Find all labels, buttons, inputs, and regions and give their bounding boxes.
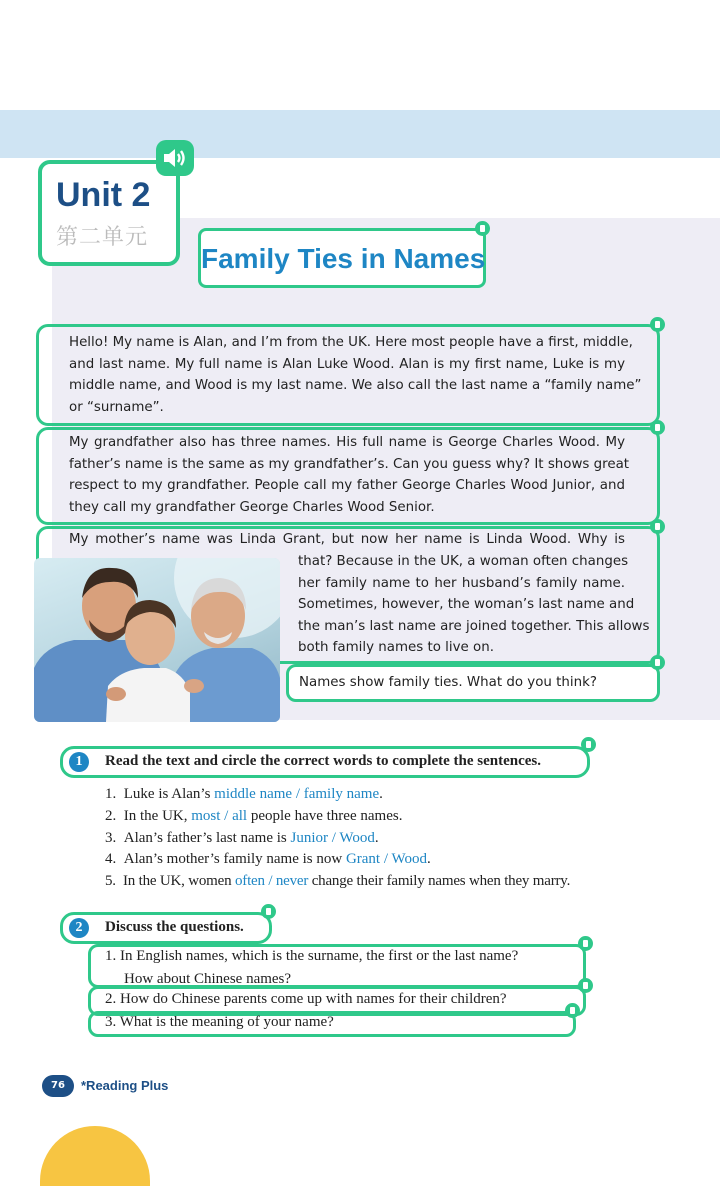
paragraph-1: [69, 332, 642, 418]
paragraph-3-first-line: [69, 529, 625, 551]
answer-choice[interactable]: Grant / Wood: [345, 851, 427, 868]
text-line: My mother’s name was Linda Grant, but now her name is Linda Wood. Why is: [69, 532, 625, 547]
exercise-number: 2: [69, 918, 89, 938]
paragraph-4: [299, 672, 597, 694]
answer-choice[interactable]: Junior / Wood: [290, 829, 375, 846]
text-line: and last name. My full name is Alan Luke Wood. Alan is my first name, Luke is my: [69, 356, 625, 372]
exercise-item: 1. Luke is Alan’s middle name / family name.: [105, 786, 383, 802]
answer-choice[interactable]: middle name / family name: [214, 786, 380, 802]
exercise-item: 5. In the UK, women often / never change their family names when they marry.: [105, 873, 571, 890]
exercise-1-list: [105, 784, 570, 893]
text-line: her family name to her husband’s family name.: [298, 575, 625, 591]
paragraph-2: [69, 432, 630, 518]
text-line: the man’s last name are joined together. This allows: [298, 618, 650, 634]
audio-icon[interactable]: [650, 519, 665, 534]
question-3: 3. What is the meaning of your name?: [105, 1014, 334, 1030]
lesson-title: Family Ties in Names: [201, 243, 486, 274]
unit-box: [38, 160, 180, 266]
text-line: they call my grandfather George Charles Wood Senior.: [69, 499, 435, 515]
unit-subtitle: 第二单元: [56, 225, 149, 250]
unit-title: Unit 2: [56, 176, 151, 214]
audio-icon[interactable]: [578, 978, 593, 993]
text-line: Names show family ties. What do you think?: [299, 675, 597, 690]
exercise-2-header: [60, 912, 272, 944]
exercise-title: Discuss the questions.: [105, 919, 244, 935]
audio-icon[interactable]: [650, 655, 665, 670]
audio-icon[interactable]: [578, 936, 593, 951]
text-line: My grandfather also has three names. His full name is George Charles Wood. My: [69, 435, 625, 450]
question-1-line-2: How about Chinese names?: [124, 971, 292, 985]
question-1-line-2-clip: [124, 968, 564, 985]
exercise-1-header: [60, 746, 590, 778]
audio-icon[interactable]: [565, 1003, 580, 1018]
audio-icon[interactable]: [581, 737, 596, 752]
text-line: Sometimes, however, the woman’s last name and: [298, 597, 635, 613]
question-1-line-1: 1. In English names, which is the surname, the first or the last name?: [105, 948, 519, 964]
exercise-item: 4. Alan’s mother’s family name is now Grant / Wood.: [105, 851, 431, 868]
text-line: both family names to live on.: [298, 640, 494, 656]
text-line: respect to my grandfather. People call my father George Charles Wood Junior, and: [69, 478, 625, 494]
audio-speaker-icon[interactable]: [156, 140, 194, 176]
page-number: 76: [42, 1075, 74, 1097]
exercise-title: Read the text and circle the correct words to complete the sentences.: [105, 753, 541, 769]
exercise-number: 1: [69, 752, 89, 772]
think-box: [286, 664, 660, 702]
answer-choice[interactable]: most / all: [191, 807, 248, 824]
exercise-item: 3. Alan’s father’s last name is Junior / Wood.: [105, 829, 379, 846]
lesson-title-box: [198, 228, 486, 288]
audio-icon[interactable]: [261, 904, 276, 919]
audio-icon[interactable]: [650, 317, 665, 332]
decorative-sun: [40, 1126, 150, 1186]
text-line: or “surname”.: [69, 399, 164, 415]
text-line: that? Because in the UK, a woman often changes: [298, 554, 629, 569]
exercise-item: 2. In the UK, most / all people have three names.: [105, 807, 403, 824]
answer-choice[interactable]: often / never: [234, 873, 309, 890]
paragraph-3-wrapped: [298, 551, 650, 659]
header-band: [0, 110, 720, 158]
text-line: father’s name is the same as my grandfather’s. Can you guess why? It shows great: [69, 456, 630, 472]
text-line: middle name, and Wood is my last name. We also call the last name a “family name”: [69, 378, 642, 394]
text-line: Hello! My name is Alan, and I’m from the UK. Here most people have a first, middle,: [69, 335, 633, 350]
family-photo: [34, 558, 280, 722]
audio-icon[interactable]: [475, 221, 490, 236]
audio-icon[interactable]: [650, 420, 665, 435]
footer-label: *Reading Plus: [81, 1078, 169, 1093]
question-2: 2. How do Chinese parents come up with names for their children?: [105, 991, 507, 1007]
